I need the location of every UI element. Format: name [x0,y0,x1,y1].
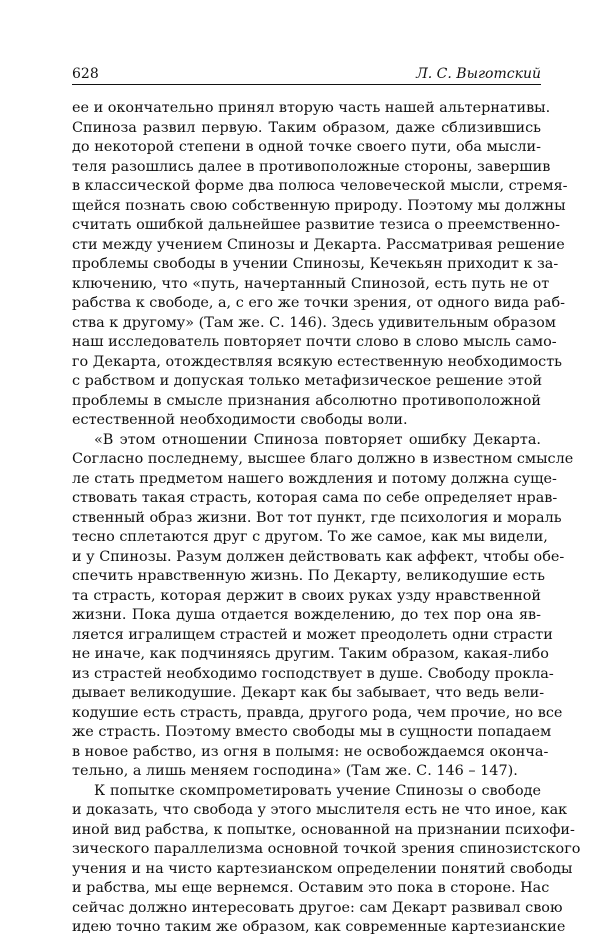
text-line: идею точно таким же образом, как современные картезианские [72,919,566,935]
body-text [72,99,581,938]
text-line: ствовать такая страсть, которая сама по себе определяет нрав- [72,490,558,506]
text-line: «В этом отношении Спиноза повторяет ошибку Декарта. [94,431,541,448]
text-line: кодушие есть страсть, правда, другого рода, чем прочие, но все [72,704,563,721]
text-line: тесно сплетаются друг с другом. То же самое, как мы видели, [72,529,548,545]
text-line: в классической форме два полюса человеческой мысли, стремя- [72,178,568,194]
text-line: сейчас должно интересовать другое: сам Декарт развивал свою [72,899,563,916]
text-line: не иначе, как подчиняясь другим. Таким образом, какая-либо [72,646,549,662]
header-rule [72,84,541,85]
text-line: проблемы свободы в учении Спинозы, Кечекьян приходит к за- [72,256,559,272]
text-line: жизни. Пока душа отдается вожделению, до тех пор она яв- [72,607,541,623]
text-line: ле стать предметом нашего вождления и потому должна суще- [72,470,557,487]
text-line: Спиноза развил первую. Таким образом, даже сблизившись [72,119,541,136]
text-line: спечить нравственную жизнь. По Декарту, великодушие есть [72,568,545,584]
text-line: в новое рабство, из огня в полымя: не освобождаемся оконча- [72,743,549,760]
text-line: из страстей необходимо господствует в душе. Свободу прокла- [72,665,554,682]
text-line: ее и окончательно принял вторую часть нашей альтернативы. [72,100,551,116]
text-line: до некоторой степени в одной точке своего пути, оба мысли- [72,139,541,155]
text-line: и у Спинозы. Разум должен действовать как аффект, чтобы обе- [72,548,565,565]
text-line: дывает великодушие. Декарт как бы забывает, что ведь вели- [72,685,545,701]
text-line: ключению, что «путь, начертанный Спинозой, есть путь не от [72,275,550,292]
text-line: проблемы в смысле признания абсолютно противоположной [72,392,541,409]
text-line: с рабством и допуская только метафизическое решение этой [72,373,543,389]
text-line: считать ошибкой дальнейшее развитие тезиса о преемственно- [72,217,561,233]
text-line: щейся познать свою собственную природу. Поэтому мы должны [72,197,566,214]
text-line: К попытке скомпрометировать учение Спинозы о свободе [94,782,541,799]
text-line: Согласно последнему, высшее благо должно в известном смысле [72,451,574,467]
text-line: и доказать, что свобода у этого мыслителя есть не что иное, как [72,802,568,818]
text-line: го Декарта, отождествляя всякую естественную необходимость [72,353,562,370]
paragraph [72,431,574,782]
page-number: 628 [72,66,99,82]
text-line: ства к другому» (Там же. С. 146). Здесь удивительным образом [72,314,556,331]
text-line: тельно, а лишь меняем господина» (Там же. С. 146 – 147). [72,763,518,779]
text-line: сти между учением Спинозы и Декарта. Рассматривая решение [72,236,565,253]
text-line: теля разошлись далее в противоположные стороны, завершив [72,158,551,175]
running-head-author: Л. С. Выготский [416,66,541,82]
text-line: учения и на чисто картезианском определении понятий свободы [72,860,573,877]
text-line: рабства к свободе, а, с его же точки зрения, от одного вида раб- [72,295,566,311]
text-line: ственный образ жизни. Вот тот пункт, где психология и мораль [72,509,562,526]
paragraph [72,782,581,938]
text-line: зического параллелизма основной точкой зрения спинозистского [72,841,581,857]
text-line: ляется игралищем страстей и может преодолеть одни страсти [72,626,553,643]
text-line: естественной необходимости свободы воли. [72,412,408,428]
text-line: же страсть. Поэтому вместо свободы мы в сущности попадаем [72,724,552,740]
text-line: и рабства, мы еще вернемся. Оставим это пока в стороне. Нас [72,880,550,896]
text-line: иной вид рабства, к попытке, основанной на признании психофи- [72,821,575,838]
text-line: наш исследователь повторяет почти слово в слово мысль само- [72,334,557,350]
paragraph [72,99,568,431]
text-line: та страсть, которая держит в своих руках узду нравственной [72,587,541,604]
running-header [72,60,541,84]
